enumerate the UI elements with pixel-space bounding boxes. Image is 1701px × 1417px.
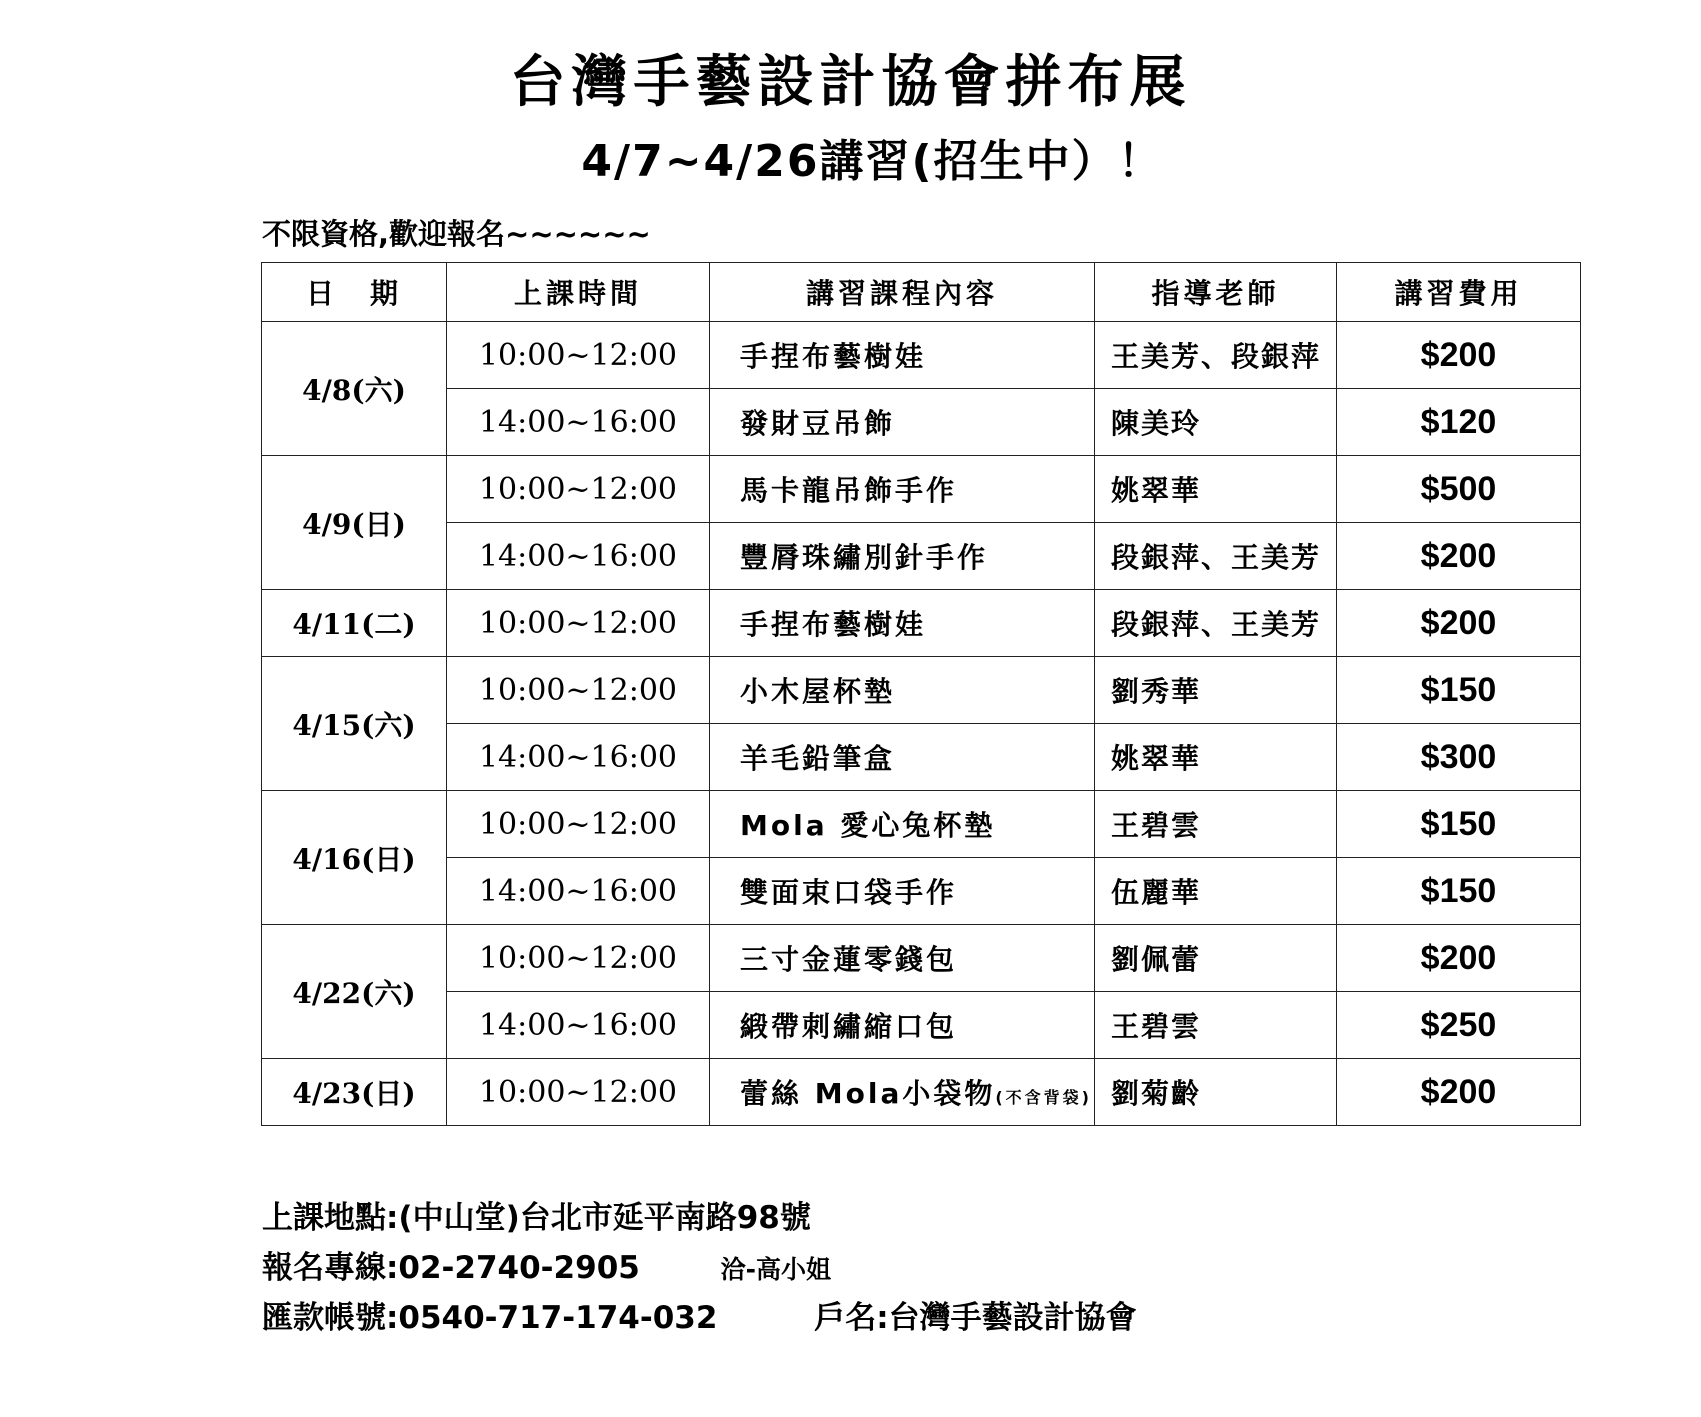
- course-cell: 手捏布藝樹娃: [710, 590, 1095, 657]
- fee-cell: $500: [1337, 456, 1581, 523]
- fee-cell: $150: [1337, 657, 1581, 724]
- table-row: [262, 523, 1581, 590]
- table-row: [262, 858, 1581, 925]
- fee-cell: $250: [1337, 992, 1581, 1059]
- table-row: [262, 992, 1581, 1059]
- course-cell: 緞帶刺繡縮口包: [710, 992, 1095, 1059]
- fee-cell: $200: [1337, 1059, 1581, 1126]
- time-cell: 10:00~12:00: [447, 322, 710, 389]
- fee-cell: $150: [1337, 791, 1581, 858]
- date-cell: 4/15(六): [262, 657, 447, 791]
- table-row: [262, 724, 1581, 791]
- header-course: 講習課程內容: [710, 263, 1095, 322]
- teacher-cell: 王碧雲: [1095, 992, 1337, 1059]
- teacher-cell: 劉佩蕾: [1095, 925, 1337, 992]
- course-cell: 豐脣珠繡別針手作: [710, 523, 1095, 590]
- fee-cell: $300: [1337, 724, 1581, 791]
- table-row: [262, 657, 1581, 724]
- fee-cell: $200: [1337, 523, 1581, 590]
- footer-hotline: 報名專線:02-2740-2905: [262, 1250, 640, 1286]
- date-cell: 4/22(六): [262, 925, 447, 1059]
- course-cell: 雙面束口袋手作: [710, 858, 1095, 925]
- time-cell: 14:00~16:00: [447, 858, 710, 925]
- date-cell: 4/23(日): [262, 1059, 447, 1126]
- time-cell: 10:00~12:00: [447, 590, 710, 657]
- fee-cell: $200: [1337, 590, 1581, 657]
- footer-account-name: 戶名:台灣手藝設計協會: [814, 1300, 1137, 1336]
- teacher-cell: 劉菊齡: [1095, 1059, 1337, 1126]
- teacher-cell: 陳美玲: [1095, 389, 1337, 456]
- page-title: 台灣手藝設計協會拼布展: [509, 50, 1192, 115]
- intro-text: 不限資格,歡迎報名~~~~~~: [262, 217, 651, 251]
- page-subtitle: 4/7~4/26講習(招生中）！: [581, 136, 1164, 187]
- fee-cell: $120: [1337, 389, 1581, 456]
- fee-cell: $200: [1337, 322, 1581, 389]
- course-cell: 發財豆吊飾: [710, 389, 1095, 456]
- teacher-cell: 段銀萍、王美芳: [1095, 590, 1337, 657]
- table-row: [262, 456, 1581, 523]
- course-cell: 手捏布藝樹娃: [710, 322, 1095, 389]
- course-cell: Mola 愛心兔杯墊: [710, 791, 1095, 858]
- course-cell: 馬卡龍吊飾手作: [710, 456, 1095, 523]
- time-cell: 14:00~16:00: [447, 523, 710, 590]
- time-cell: 10:00~12:00: [447, 456, 710, 523]
- teacher-cell: 姚翠華: [1095, 724, 1337, 791]
- fee-cell: $150: [1337, 858, 1581, 925]
- time-cell: 10:00~12:00: [447, 925, 710, 992]
- footer-contact: 洽-高小姐: [720, 1255, 832, 1284]
- teacher-cell: 姚翠華: [1095, 456, 1337, 523]
- date-cell: 4/16(日): [262, 791, 447, 925]
- date-cell: 4/11(二): [262, 590, 447, 657]
- time-cell: 14:00~16:00: [447, 992, 710, 1059]
- header-date: 日 期: [262, 263, 447, 322]
- footer-hotline-line: [262, 1242, 831, 1287]
- header-fee: 講習費用: [1337, 263, 1581, 322]
- time-cell: 10:00~12:00: [447, 791, 710, 858]
- teacher-cell: 劉秀華: [1095, 657, 1337, 724]
- course-name: 蕾絲 Mola小袋物: [740, 1077, 996, 1110]
- table-row: [262, 590, 1581, 657]
- teacher-cell: 王美芳、段銀萍: [1095, 322, 1337, 389]
- header-time: 上課時間: [447, 263, 710, 322]
- fee-cell: $200: [1337, 925, 1581, 992]
- course-cell: 小木屋杯墊: [710, 657, 1095, 724]
- table-row: [262, 1059, 1581, 1126]
- footer-account-line: [262, 1292, 1137, 1337]
- course-note: (不含背袋): [995, 1088, 1092, 1107]
- teacher-cell: 段銀萍、王美芳: [1095, 523, 1337, 590]
- time-cell: 14:00~16:00: [447, 389, 710, 456]
- table-row: [262, 791, 1581, 858]
- teacher-cell: 伍麗華: [1095, 858, 1337, 925]
- time-cell: 10:00~12:00: [447, 657, 710, 724]
- time-cell: 10:00~12:00: [447, 1059, 710, 1126]
- time-cell: 14:00~16:00: [447, 724, 710, 791]
- date-cell: 4/8(六): [262, 322, 447, 456]
- table-row: [262, 389, 1581, 456]
- date-cell: 4/9(日): [262, 456, 447, 590]
- footer-account: 匯款帳號:0540-717-174-032: [262, 1300, 718, 1336]
- course-table: [261, 262, 1581, 1126]
- header-teacher: 指導老師: [1095, 263, 1337, 322]
- footer-location: 上課地點:(中山堂)台北市延平南路98號: [262, 1200, 811, 1236]
- teacher-cell: 王碧雲: [1095, 791, 1337, 858]
- table-row: [262, 925, 1581, 992]
- table-row: [262, 322, 1581, 389]
- course-cell: [710, 1059, 1095, 1126]
- course-cell: 羊毛鉛筆盒: [710, 724, 1095, 791]
- table-header-row: [262, 263, 1581, 322]
- course-cell: 三寸金蓮零錢包: [710, 925, 1095, 992]
